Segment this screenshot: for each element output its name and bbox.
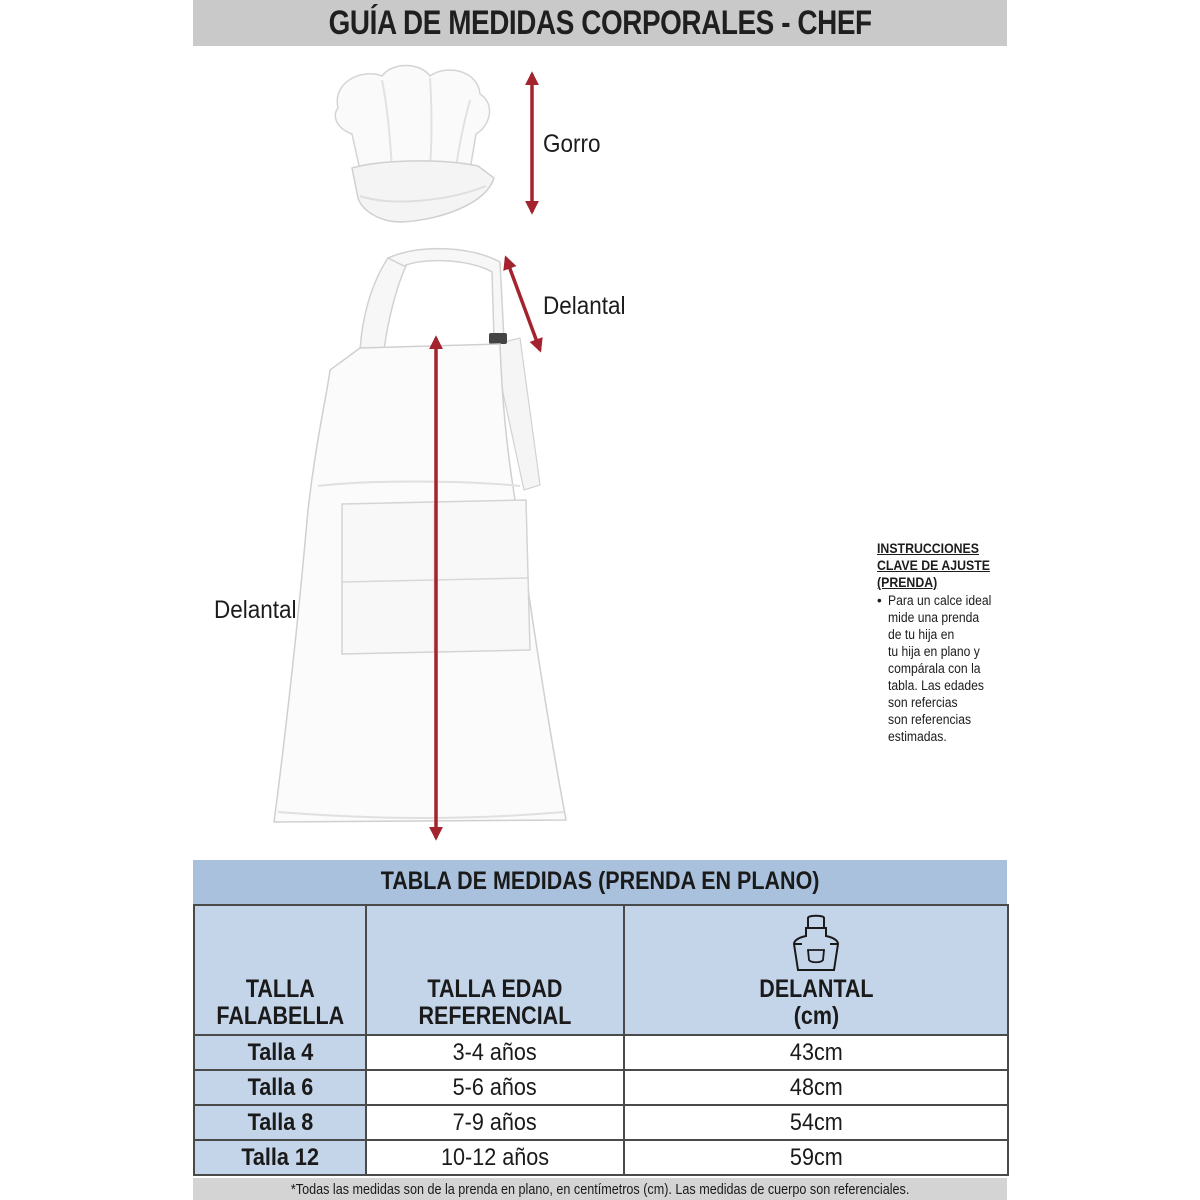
cell-age (366, 1140, 624, 1175)
cell-age-text: 7-9 años (452, 1108, 538, 1136)
cell-size-text: Talla 6 (247, 1073, 313, 1101)
cell-size (194, 1105, 366, 1140)
cell-age (366, 1105, 624, 1140)
col-header-size-text: TALLA FALABELLA (216, 975, 344, 1030)
cell-apron-text: 59cm (789, 1143, 843, 1171)
size-table-title (193, 860, 1007, 902)
size-table-header-row (194, 905, 1008, 1035)
table-row (194, 1070, 1008, 1105)
apron-image (274, 249, 566, 822)
cell-apron (624, 1140, 1008, 1175)
col-header-apron-text: DELANTAL (cm) (758, 975, 874, 1030)
col-header-apron (624, 905, 1008, 1035)
cell-apron (624, 1070, 1008, 1105)
instructions-title: INSTRUCCIONES CLAVE DE AJUSTE (PRENDA) (877, 540, 990, 590)
size-table-title-text: TABLA DE MEDIDAS (PRENDA EN PLANO) (380, 866, 820, 895)
apron-length-label: Delantal (214, 596, 297, 624)
col-header-age (366, 905, 624, 1035)
cell-age-text: 10-12 años (440, 1143, 550, 1171)
cell-apron-text: 48cm (789, 1073, 843, 1101)
cell-age (366, 1070, 624, 1105)
table-row (194, 1105, 1008, 1140)
cell-size (194, 1140, 366, 1175)
instructions-bullet: • (877, 593, 882, 608)
cell-apron (624, 1035, 1008, 1070)
instructions-body: Para un calce ideal mide una prenda de tu hija en tu hija en plano y compárala con la tabla. Las edades son refercias son referencias estimadas. (888, 593, 992, 744)
footnote (193, 1178, 1007, 1200)
size-table-panel (193, 860, 1007, 1174)
hat-label: Gorro (543, 130, 601, 158)
strap-length-arrow (506, 258, 540, 350)
cell-size-text: Talla 8 (247, 1108, 313, 1136)
fit-instructions (877, 540, 1017, 745)
page-title: GUÍA DE MEDIDAS CORPORALES - CHEF (328, 3, 872, 42)
table-row (194, 1035, 1008, 1070)
col-header-age-text: TALLA EDAD REFERENCIAL (418, 975, 572, 1030)
cell-size-text: Talla 4 (247, 1038, 313, 1066)
cell-size (194, 1070, 366, 1105)
cell-size-text: Talla 12 (241, 1143, 319, 1171)
cell-age-text: 3-4 años (452, 1038, 538, 1066)
chef-hat-image (335, 66, 494, 223)
cell-apron (624, 1105, 1008, 1140)
size-table (193, 904, 1009, 1176)
cell-size (194, 1035, 366, 1070)
apron-strap-label: Delantal (543, 292, 626, 320)
table-row (194, 1140, 1008, 1175)
apron-buckle (489, 333, 507, 344)
cell-apron-text: 54cm (789, 1108, 843, 1136)
cell-apron-text: 43cm (789, 1038, 843, 1066)
footnote-text: *Todas las medidas son de la prenda en plano, en centímetros (cm). Las medidas de cuerpo son referenciales. (290, 1180, 910, 1198)
cell-age-text: 5-6 años (452, 1073, 538, 1101)
apron-icon (792, 914, 840, 972)
cell-age (366, 1035, 624, 1070)
col-header-size (194, 905, 366, 1035)
